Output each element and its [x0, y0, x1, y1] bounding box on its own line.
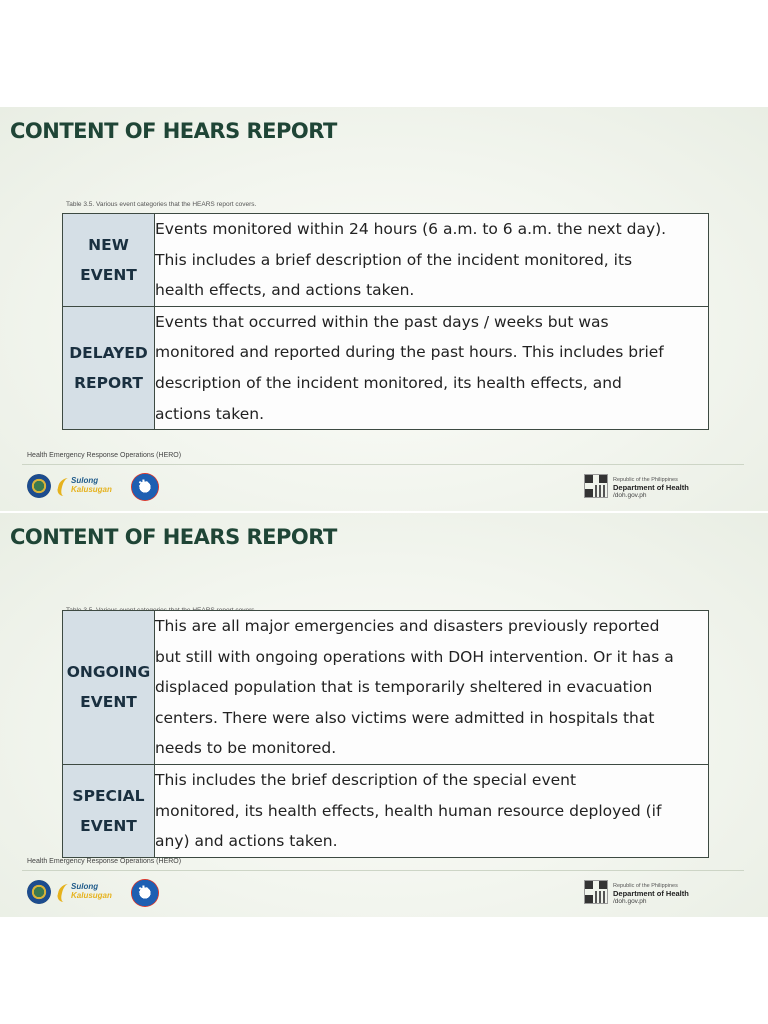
label-line: EVENT: [80, 816, 137, 835]
desc-line: This are all major emergencies and disasters previously reported: [155, 617, 660, 635]
doh-republic: Republic of the Philippines: [613, 883, 678, 889]
label-line: EVENT: [80, 265, 137, 284]
label-line: NEW: [88, 235, 129, 254]
hero-badge-icon: [131, 473, 159, 501]
desc-line: but still with ongoing operations with DOH intervention. Or it has a: [155, 647, 674, 666]
doh-text: [613, 882, 689, 906]
row-label: [63, 306, 155, 429]
desc-line: Events monitored within 24 hours (6 a.m. to 6 a.m. the next day).: [155, 220, 667, 238]
desc-line: needs to be monitored.: [155, 739, 337, 758]
table-row: [63, 611, 709, 765]
qr-code-icon: [585, 881, 607, 903]
desc-line: This includes a brief description of the incident monitored, its: [155, 250, 633, 269]
desc-line: displaced population that is temporarily sheltered in evacuation: [155, 678, 653, 697]
event-table: [62, 610, 709, 858]
table-row: [63, 214, 709, 307]
doh-text: [613, 476, 689, 500]
sulong-kalusugan-logo: [71, 882, 112, 900]
desc-line: centers. There were also victims were admitted in hospitals that: [155, 708, 655, 727]
row-description: [155, 306, 709, 429]
table-row: [63, 764, 709, 857]
row-description: [155, 214, 709, 307]
desc-line: description of the incident monitored, its health effects, and: [155, 373, 622, 392]
doh-url: /doh.gov.ph: [613, 492, 647, 499]
slide-2: [0, 513, 768, 917]
desc-line: This includes the brief description of the special event: [155, 770, 577, 789]
qr-code-icon: [585, 475, 607, 497]
row-description: [155, 611, 709, 765]
label-line: DELAYED: [69, 343, 148, 362]
desc-line: any) and actions taken.: [155, 832, 338, 851]
desc-line: actions taken.: [155, 404, 264, 423]
row-label: [63, 214, 155, 307]
footer-text: Health Emergency Response Operations (HERO): [27, 858, 182, 865]
desc-line: monitored and reported during the past hours. This includes brief: [155, 343, 664, 362]
sulong-line: Kalusugan: [71, 485, 112, 494]
label-line: ONGOING: [66, 663, 151, 682]
doh-seal-icon: [27, 474, 51, 498]
sulong-kalusugan-logo: [71, 476, 112, 494]
doh-url: /doh.gov.ph: [613, 898, 647, 905]
slide-title: CONTENT OF HEARS REPORT: [10, 525, 337, 549]
label-line: EVENT: [80, 693, 137, 712]
sulong-line: Kalusugan: [71, 891, 112, 900]
desc-line: health effects, and actions taken.: [155, 281, 415, 300]
table-row: [63, 306, 709, 429]
footer-text: Health Emergency Response Operations (HERO): [27, 452, 182, 459]
row-label: [63, 611, 155, 765]
slide-title: CONTENT OF HEARS REPORT: [10, 119, 337, 143]
doh-seal-icon: [27, 880, 51, 904]
desc-line: monitored, its health effects, health human resource deployed (if: [155, 801, 662, 820]
table-caption: Table 3.5. Various event categories that the HEARS report covers.: [66, 201, 257, 208]
label-line: REPORT: [74, 373, 143, 392]
event-table: [62, 213, 709, 430]
row-description: [155, 764, 709, 857]
footer-divider: [22, 464, 744, 465]
doh-department: Department of Health: [613, 483, 689, 492]
desc-line: Events that occurred within the past days / weeks but was: [155, 312, 609, 331]
row-label: [63, 764, 155, 857]
hero-badge-icon: [131, 879, 159, 907]
slide-1: [0, 107, 768, 511]
sulong-line: Sulong: [71, 882, 99, 891]
doh-republic: Republic of the Philippines: [613, 477, 678, 483]
footer-divider: [22, 870, 744, 871]
doh-department: Department of Health: [613, 889, 689, 898]
sulong-line: Sulong: [71, 476, 99, 485]
label-line: SPECIAL: [72, 786, 145, 805]
